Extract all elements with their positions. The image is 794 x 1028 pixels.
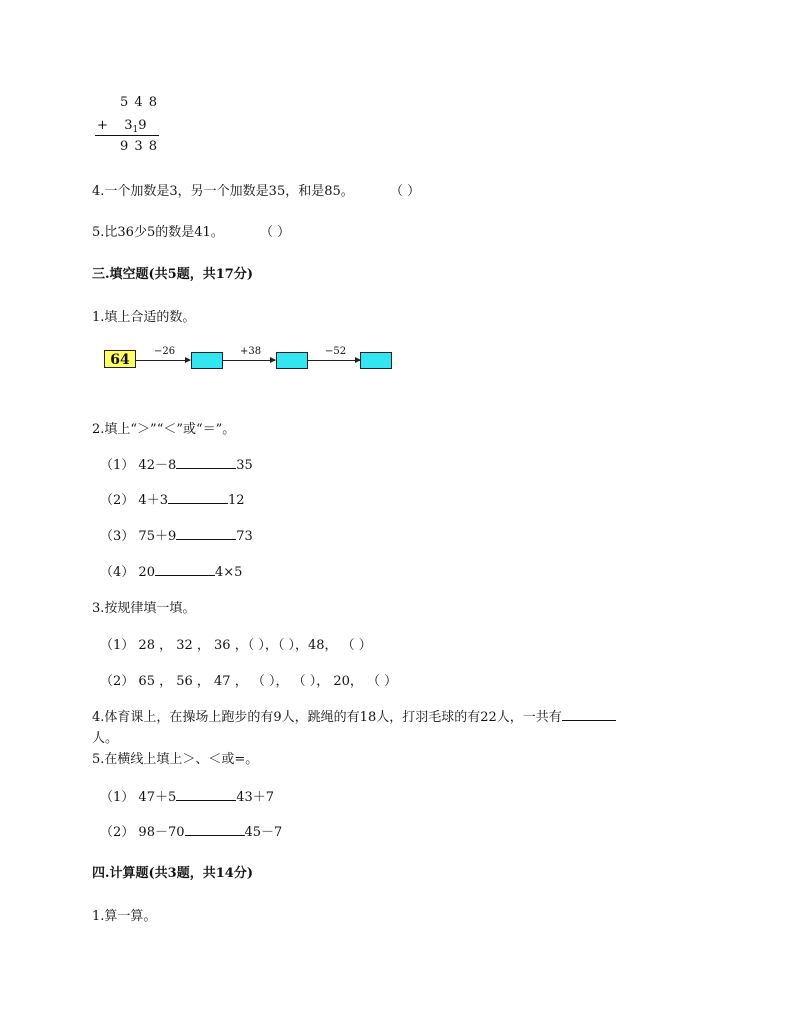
judge-q4	[92, 180, 420, 199]
item-left: 4＋3	[138, 493, 168, 508]
answer-blank[interactable]	[185, 822, 245, 836]
item-right: 12	[227, 493, 245, 508]
s3-q2: 2.填上“＞”“＜”或“＝”。	[92, 422, 236, 437]
item-right: 35	[236, 458, 253, 473]
item-number: （3）	[100, 529, 135, 544]
carry-digit: 1	[132, 125, 139, 135]
s3-q3-item-2	[100, 670, 397, 689]
flow-op-1: −26	[154, 346, 176, 357]
answer-blank[interactable]	[562, 707, 616, 721]
item-left: 75＋9	[138, 529, 177, 544]
flow-answer-box-2[interactable]	[276, 352, 308, 369]
s3-q5: 5.在横线上填上＞、＜或=。	[92, 752, 259, 767]
s3-q5-item-2	[100, 821, 282, 840]
judge-q4-answer[interactable]: （ ）	[390, 184, 421, 199]
item-number: （1）	[100, 790, 135, 805]
section4-heading: 四.计算题(共3题，共14分)	[92, 866, 253, 881]
s3-q2-item-4	[100, 561, 242, 580]
item-left: 42－8	[138, 458, 177, 473]
digit-3: 3	[124, 118, 133, 133]
s3-q5-item-1	[100, 786, 274, 805]
item-left: 47＋5	[138, 790, 177, 805]
s4-q1: 1.算一算。	[92, 909, 157, 924]
s3-q3-item-1	[100, 634, 372, 653]
item-number: （1）	[100, 458, 135, 473]
judge-q5-text: 5.比36少5的数是41。	[92, 225, 224, 240]
item-left: 20	[138, 565, 155, 580]
s3-q4-line1	[92, 706, 616, 725]
judge-q5-answer[interactable]: （ ）	[260, 225, 291, 240]
flow-op-2: +38	[240, 346, 262, 357]
sequence-text: 65 ， 56 ， 47 ， （ ）， （ ）， 20， （ ）	[138, 674, 398, 689]
item-number: （2）	[100, 493, 135, 508]
item-left: 98－70	[138, 825, 185, 840]
item-right: 45－7	[244, 825, 283, 840]
flow-answer-box-3[interactable]	[360, 352, 392, 369]
item-number: （1）	[100, 638, 135, 653]
s3-q1: 1.填上合适的数。	[92, 310, 196, 325]
flow-arrow-1	[136, 360, 190, 361]
answer-blank[interactable]	[176, 526, 236, 540]
sequence-text: 28 ， 32 ， 36 ，（ ），（ ），48， （ ）	[138, 638, 372, 653]
s3-q2-item-1	[100, 454, 253, 473]
item-right: 73	[236, 529, 253, 544]
s3-q2-item-2	[100, 489, 245, 508]
judge-q4-text: 4.一个加数是3，另一个加数是35，和是85。	[92, 184, 354, 199]
s3-q4-text: 4.体育课上，在操场上跑步的有9人，跳绳的有18人，打羽毛球的有22人，一共有	[92, 710, 562, 725]
addition-row2	[97, 118, 146, 133]
item-number: （4）	[100, 565, 135, 580]
flow-arrow-3	[308, 360, 360, 361]
section3-heading: 三.填空题(共5题，共17分)	[92, 267, 253, 282]
flow-start-box: 64	[104, 350, 136, 368]
item-right: 43＋7	[236, 790, 275, 805]
answer-blank[interactable]	[155, 562, 215, 576]
item-right: 4×5	[214, 565, 243, 580]
s3-q2-item-3	[100, 525, 253, 544]
answer-blank[interactable]	[168, 490, 228, 504]
flow-answer-box-1[interactable]	[191, 352, 223, 369]
s3-q4-line2: 人。	[92, 731, 119, 746]
item-number: （2）	[100, 825, 135, 840]
flow-arrow-2	[223, 360, 275, 361]
flow-op-3: −52	[325, 346, 347, 357]
digit-9: 9	[138, 118, 147, 133]
addition-row1: 5 4 8	[120, 95, 159, 110]
addition-rule	[95, 135, 159, 136]
item-number: （2）	[100, 674, 135, 689]
judge-q5	[92, 221, 290, 240]
plus-sign: +	[97, 118, 108, 133]
s3-q3: 3.按规律填一填。	[92, 601, 196, 616]
answer-blank[interactable]	[176, 787, 236, 801]
answer-blank[interactable]	[176, 455, 236, 469]
addition-result: 9 3 8	[120, 139, 159, 154]
